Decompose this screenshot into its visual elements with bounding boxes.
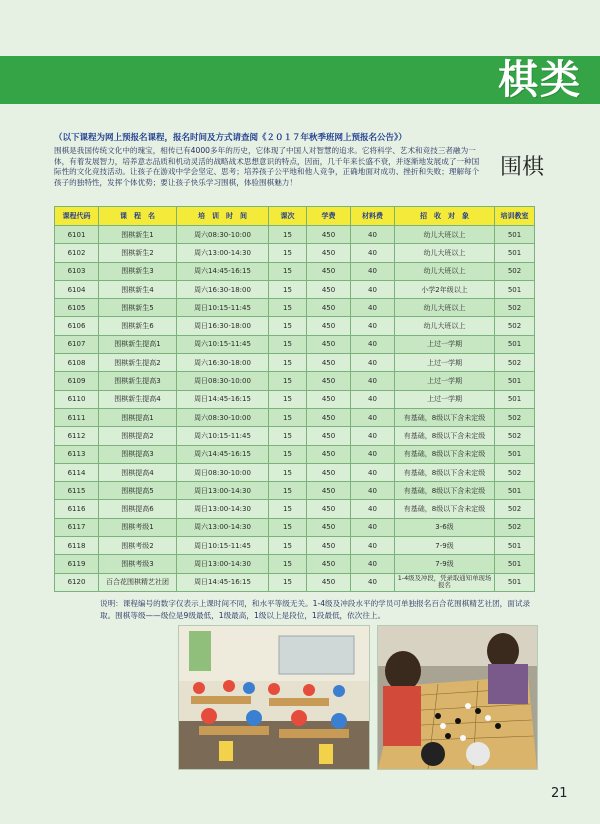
cell-time: 周六13:00-14:30: [177, 244, 269, 262]
cell-fee: 450: [307, 555, 351, 573]
cell-material: 40: [351, 372, 395, 390]
cell-material: 40: [351, 226, 395, 244]
cell-fee: 450: [307, 335, 351, 353]
cell-course: 围棋新生3: [99, 262, 177, 280]
header-fee: 学费: [307, 207, 351, 226]
cell-code: 6102: [55, 244, 99, 262]
cell-room: 502: [495, 518, 535, 536]
cell-fee: 450: [307, 226, 351, 244]
section-title: 围棋: [500, 155, 545, 180]
cell-fee: 450: [307, 372, 351, 390]
table-row: [55, 262, 535, 280]
cell-target: 1-4级及冲段，凭录取通知单现场报名: [395, 573, 495, 591]
cell-time: 周六10:15-11:45: [177, 335, 269, 353]
cell-sessions: 15: [269, 244, 307, 262]
cell-fee: 450: [307, 463, 351, 481]
cell-time: 周六10:15-11:45: [177, 427, 269, 445]
cell-material: 40: [351, 573, 395, 591]
cell-fee: 450: [307, 299, 351, 317]
cell-time: 周六16:30-18:00: [177, 354, 269, 372]
cell-course: 百合花围棋精艺社团: [99, 573, 177, 591]
cell-code: 6106: [55, 317, 99, 335]
cell-material: 40: [351, 244, 395, 262]
top-strip: [0, 0, 600, 56]
cell-code: 6115: [55, 482, 99, 500]
explanation-note: 说明：课程编号的数字仅表示上课时间不同，和水平等级无关。1-4级及冲段水平的学员可单独报名百合花围棋精艺社团，面试录取。围棋等级——级位是9级最低，1级最高，1级以上是段位，1段最低，依次往上。: [100, 599, 531, 620]
cell-sessions: 15: [269, 317, 307, 335]
cell-code: 6107: [55, 335, 99, 353]
cell-room: 502: [495, 262, 535, 280]
cell-fee: 450: [307, 500, 351, 518]
cell-sessions: 15: [269, 573, 307, 591]
cell-material: 40: [351, 390, 395, 408]
cell-target: 3-6级: [395, 518, 495, 536]
category-banner: [0, 56, 600, 104]
cell-time: 周六08:30-10:00: [177, 226, 269, 244]
table-row: [55, 518, 535, 536]
cell-code: 6114: [55, 463, 99, 481]
intro-paragraph: 围棋是我国传统文化中的瑰宝，相传已有4000多年的历史，它体现了中国人对智慧的追求。它将科学、艺术和竞技三者融为一体，有着发展智力，培养意志品质和机动灵活的战略战术思想意识的特点，因而，几千年来长盛不衰，并逐渐地发展成了一种国际性的文化竞技活动。让孩子在游戏中学会坚定、思考；培养孩子公平地和他人竞争，正确地面对成功、挫折和失败；理解每个孩子的独特性，发挥个体优势；要让孩子快乐学习围棋，体验围棋魅力！: [54, 146, 480, 187]
cell-course: 围棋新生6: [99, 317, 177, 335]
cell-code: 6103: [55, 262, 99, 280]
cell-course: 围棋新生提高3: [99, 372, 177, 390]
cell-fee: 450: [307, 317, 351, 335]
cell-course: 围棋提高1: [99, 408, 177, 426]
cell-material: 40: [351, 537, 395, 555]
cell-sessions: 15: [269, 408, 307, 426]
cell-sessions: 15: [269, 445, 307, 463]
cell-fee: 450: [307, 518, 351, 536]
cell-target: 7-9级: [395, 555, 495, 573]
cell-fee: 450: [307, 482, 351, 500]
cell-material: 40: [351, 482, 395, 500]
cell-course: 围棋新生1: [99, 226, 177, 244]
cell-code: 6109: [55, 372, 99, 390]
cell-sessions: 15: [269, 262, 307, 280]
cell-time: 周日14:45-16:15: [177, 390, 269, 408]
cell-time: 周日13:00-14:30: [177, 555, 269, 573]
cell-fee: 450: [307, 280, 351, 298]
cell-fee: 450: [307, 244, 351, 262]
cell-sessions: 15: [269, 335, 307, 353]
cell-time: 周日08:30-10:00: [177, 372, 269, 390]
cell-material: 40: [351, 299, 395, 317]
table-row: [55, 372, 535, 390]
cell-fee: 450: [307, 390, 351, 408]
cell-room: 501: [495, 573, 535, 591]
cell-room: 502: [495, 354, 535, 372]
cell-code: 6110: [55, 390, 99, 408]
table-row: [55, 427, 535, 445]
cell-code: 6112: [55, 427, 99, 445]
cell-time: 周六13:00-14:30: [177, 518, 269, 536]
cell-room: 502: [495, 427, 535, 445]
category-title: 棋类: [498, 57, 582, 103]
cell-material: 40: [351, 518, 395, 536]
cell-time: 周六16:30-18:00: [177, 280, 269, 298]
table-row: [55, 463, 535, 481]
cell-room: 502: [495, 500, 535, 518]
cell-target: 幼儿大班以上: [395, 299, 495, 317]
table-row: [55, 555, 535, 573]
cell-room: 501: [495, 537, 535, 555]
go-game-photo: [377, 625, 538, 770]
cell-room: 501: [495, 335, 535, 353]
cell-room: 501: [495, 445, 535, 463]
cell-sessions: 15: [269, 482, 307, 500]
cell-material: 40: [351, 427, 395, 445]
cell-time: 周日14:45-16:15: [177, 573, 269, 591]
cell-target: 有基础，8级以下含未定级: [395, 408, 495, 426]
cell-target: 7-9级: [395, 537, 495, 555]
table-row: [55, 299, 535, 317]
cell-course: 围棋新生4: [99, 280, 177, 298]
header-course: 课 程 名: [99, 207, 177, 226]
cell-target: 有基础，8级以下含未定级: [395, 463, 495, 481]
cell-target: 有基础，8级以下含未定级: [395, 445, 495, 463]
table-row: [55, 390, 535, 408]
cell-room: 501: [495, 244, 535, 262]
cell-fee: 450: [307, 445, 351, 463]
cell-target: 上过一学期: [395, 354, 495, 372]
cell-time: 周六14:45-16:15: [177, 445, 269, 463]
cell-course: 围棋新生2: [99, 244, 177, 262]
cell-fee: 450: [307, 262, 351, 280]
cell-material: 40: [351, 280, 395, 298]
cell-room: 501: [495, 390, 535, 408]
cell-fee: 450: [307, 408, 351, 426]
header-material: 材料费: [351, 207, 395, 226]
table-row: [55, 244, 535, 262]
cell-time: 周日10:15-11:45: [177, 299, 269, 317]
table-body: [55, 226, 535, 592]
classroom-photo: [178, 625, 370, 770]
cell-sessions: 15: [269, 537, 307, 555]
cell-time: 周日13:00-14:30: [177, 500, 269, 518]
cell-room: 501: [495, 280, 535, 298]
cell-course: 围棋新生提高1: [99, 335, 177, 353]
table-row: [55, 482, 535, 500]
cell-target: 有基础，8级以下含未定级: [395, 500, 495, 518]
cell-course: 围棋新生5: [99, 299, 177, 317]
cell-sessions: 15: [269, 427, 307, 445]
header-room: 培训教室: [495, 207, 535, 226]
cell-course: 围棋提高5: [99, 482, 177, 500]
cell-target: 幼儿大班以上: [395, 244, 495, 262]
table-row: [55, 573, 535, 591]
cell-target: 上过一学期: [395, 372, 495, 390]
table-row: [55, 354, 535, 372]
registration-notice: （以下课程为网上预报名课程，报名时间及方式请查阅《２０１７年秋季班网上预报名公告》）: [54, 133, 407, 143]
cell-code: 6101: [55, 226, 99, 244]
cell-sessions: 15: [269, 463, 307, 481]
cell-fee: 450: [307, 354, 351, 372]
cell-time: 周日13:00-14:30: [177, 482, 269, 500]
table-row: [55, 335, 535, 353]
cell-room: 502: [495, 317, 535, 335]
cell-target: 幼儿大班以上: [395, 226, 495, 244]
cell-target: 小学2年级以上: [395, 280, 495, 298]
cell-target: 上过一学期: [395, 390, 495, 408]
cell-room: 501: [495, 555, 535, 573]
cell-sessions: 15: [269, 518, 307, 536]
cell-material: 40: [351, 408, 395, 426]
table-row: [55, 280, 535, 298]
cell-fee: 450: [307, 573, 351, 591]
cell-material: 40: [351, 463, 395, 481]
cell-sessions: 15: [269, 372, 307, 390]
cell-fee: 450: [307, 427, 351, 445]
course-table: [54, 206, 535, 592]
cell-time: 周日08:30-10:00: [177, 463, 269, 481]
cell-material: 40: [351, 317, 395, 335]
cell-room: 502: [495, 299, 535, 317]
cell-room: 501: [495, 482, 535, 500]
cell-code: 6119: [55, 555, 99, 573]
cell-code: 6104: [55, 280, 99, 298]
cell-time: 周日10:15-11:45: [177, 537, 269, 555]
cell-code: 6113: [55, 445, 99, 463]
table-header-row: [55, 207, 535, 226]
header-target: 招 收 对 象: [395, 207, 495, 226]
cell-target: 幼儿大班以上: [395, 262, 495, 280]
header-sessions: 课次: [269, 207, 307, 226]
cell-room: 502: [495, 408, 535, 426]
cell-fee: 450: [307, 537, 351, 555]
cell-course: 围棋提高4: [99, 463, 177, 481]
cell-target: 有基础，8级以下含未定级: [395, 482, 495, 500]
cell-code: 6105: [55, 299, 99, 317]
cell-room: 502: [495, 463, 535, 481]
cell-sessions: 15: [269, 280, 307, 298]
cell-sessions: 15: [269, 354, 307, 372]
cell-material: 40: [351, 500, 395, 518]
cell-time: 周六08:30-10:00: [177, 408, 269, 426]
table-row: [55, 226, 535, 244]
header-code: 课程代码: [55, 207, 99, 226]
cell-target: 幼儿大班以上: [395, 317, 495, 335]
cell-sessions: 15: [269, 555, 307, 573]
cell-course: 围棋考级3: [99, 555, 177, 573]
cell-course: 围棋新生提高2: [99, 354, 177, 372]
cell-code: 6118: [55, 537, 99, 555]
cell-course: 围棋新生提高4: [99, 390, 177, 408]
cell-course: 围棋提高2: [99, 427, 177, 445]
cell-material: 40: [351, 445, 395, 463]
cell-course: 围棋提高3: [99, 445, 177, 463]
cell-room: 501: [495, 372, 535, 390]
cell-target: 有基础，8级以下含未定级: [395, 427, 495, 445]
cell-target: 上过一学期: [395, 335, 495, 353]
cell-course: 围棋提高6: [99, 500, 177, 518]
cell-time: 周六14:45-16:15: [177, 262, 269, 280]
cell-sessions: 15: [269, 390, 307, 408]
header-time: 培 训 时 间: [177, 207, 269, 226]
cell-code: 6111: [55, 408, 99, 426]
course-table-container: [54, 206, 534, 594]
table-row: [55, 445, 535, 463]
cell-material: 40: [351, 354, 395, 372]
cell-time: 周日16:30-18:00: [177, 317, 269, 335]
cell-material: 40: [351, 555, 395, 573]
cell-sessions: 15: [269, 299, 307, 317]
page-number: 21: [551, 786, 568, 801]
table-row: [55, 317, 535, 335]
cell-material: 40: [351, 262, 395, 280]
cell-sessions: 15: [269, 500, 307, 518]
cell-course: 围棋考级1: [99, 518, 177, 536]
table-row: [55, 408, 535, 426]
table-row: [55, 500, 535, 518]
cell-code: 6117: [55, 518, 99, 536]
cell-course: 围棋考级2: [99, 537, 177, 555]
cell-material: 40: [351, 335, 395, 353]
cell-code: 6116: [55, 500, 99, 518]
cell-sessions: 15: [269, 226, 307, 244]
cell-code: 6108: [55, 354, 99, 372]
cell-room: 501: [495, 226, 535, 244]
cell-code: 6120: [55, 573, 99, 591]
table-row: [55, 537, 535, 555]
